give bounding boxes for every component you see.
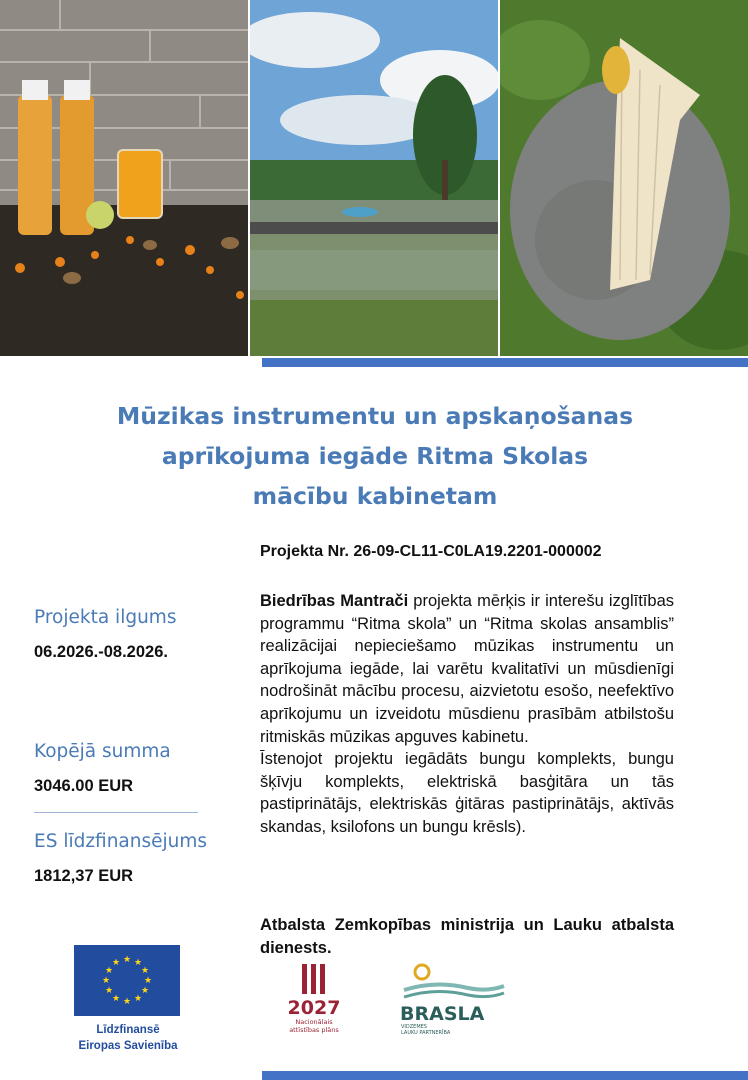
svg-text:★: ★ [122, 997, 132, 1007]
photo-lake [250, 0, 498, 356]
svg-text:★: ★ [140, 986, 150, 996]
svg-text:★: ★ [133, 958, 143, 968]
brasla-logo [396, 962, 508, 1034]
support-statement: Atbalsta Zemkopības ministrija un Lauku atbalsta dienests. [260, 916, 674, 957]
svg-text:★: ★ [122, 955, 132, 965]
eu-cofinancing-value: 1812,37 EUR [34, 867, 134, 885]
svg-text:★: ★ [140, 966, 150, 976]
nap-2027-logo [278, 962, 350, 1034]
nap-caption-line-2: attīstības plāns [289, 1026, 339, 1034]
svg-text:★: ★ [104, 986, 114, 996]
svg-text:★: ★ [133, 994, 143, 1004]
total-amount-value: 3046.00 EUR [34, 777, 134, 795]
svg-text:★: ★ [111, 994, 121, 1004]
bottom-accent-rule [262, 1071, 748, 1080]
project-description [260, 590, 674, 839]
eu-logo-caption [60, 1022, 196, 1054]
top-accent-rule [262, 358, 748, 367]
svg-text:★: ★ [104, 966, 114, 976]
nap-caption-line-1: Nacionālais [295, 1018, 333, 1026]
photo-kokle-on-stone [500, 0, 748, 356]
eu-cofinancing-label: ES līdzfinansējums [34, 831, 208, 852]
document-title: Mūzikas instrumentu un apskaņošanas aprīkojuma iegāde Ritma Skolas mācību kabinetam [116, 402, 634, 510]
description-paragraph-1: projekta mērķis ir interešu izglītības programmu “Ritma skola” un “Ritma skolas ansamblis” realizācijai nepieciešamo mūzikas instrumentu un aprīkojuma iegāde, lai varētu kvalitatīvi un mūsdienīgi nodrošināt mācību procesu, aizvietotu esošo, neefektīvo aprīkojumu un izveidotu mūsdienu prasībām atbilstošu ritmiskās mūzikas apguves kabinetu. [260, 592, 674, 746]
svg-text:★: ★ [101, 976, 111, 986]
svg-text:★: ★ [111, 958, 121, 968]
photo-sea-buckthorn-drinks [0, 0, 248, 356]
description-paragraph-2: Īstenojot projektu iegādāts bungu komplekts, bungu šķīvju komplekts, elektriskā basģitāra un tās pastiprinātājs, elektriskās ģitāras pastiprinātājs, aktīvās skandas, ksilofons un bungu krēsls). [260, 750, 674, 836]
duration-value: 06.2026.-08.2026. [34, 643, 168, 661]
brasla-caption-line-2: LAUKU PARTNERĪBA [401, 1030, 451, 1034]
project-number: Projekta Nr. 26-09-CL11-C0LA19.2201-000002 [260, 543, 602, 560]
duration-label: Projekta ilgums [34, 607, 177, 628]
photo-strip [0, 0, 748, 356]
nap-year: 2027 [287, 997, 341, 1019]
sidebar-divider [34, 812, 198, 813]
eu-flag-logo [74, 945, 180, 1016]
svg-text:★: ★ [143, 976, 153, 986]
organization-name: Biedrības Mantrači [260, 592, 409, 610]
eu-caption-line-1: Līdzfinansē [96, 1024, 160, 1036]
total-amount-label: Kopējā summa [34, 741, 171, 762]
brasla-name: BRASLA [400, 1003, 485, 1025]
eu-caption-line-2: Eiropas Savienība [78, 1040, 178, 1052]
brasla-caption-line-1: VIDZEMES [401, 1024, 427, 1030]
